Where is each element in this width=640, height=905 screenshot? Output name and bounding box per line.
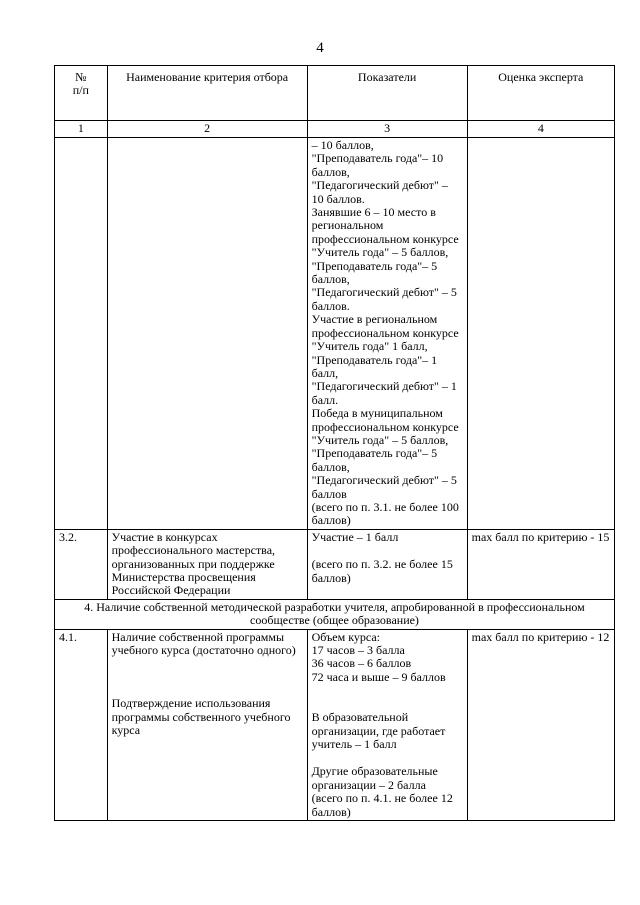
header-indicators: Показатели — [307, 66, 467, 121]
col-number-4: 4 — [467, 121, 614, 138]
criterion-name: Наличие собственной программы учебного курса (достаточно одного) — [111, 629, 296, 658]
criterion-name-confirmation: Подтверждение использования программы собственного учебного курса — [111, 696, 291, 738]
indicator-text: Участие – 1 балл — [311, 529, 399, 544]
criteria-table — [54, 65, 615, 821]
col-number-3: 3 — [307, 121, 467, 138]
header-expert-score: Оценка эксперта — [467, 66, 614, 121]
indicator-own-organization: В образовательной организации, где работает учитель – 1 балл — [311, 710, 446, 752]
criterion-name: Участие в конкурсах профессионального мастерства, организованных при поддержке Министерства просвещения Российской Федерации — [107, 529, 307, 599]
indicator-course-volume: Объем курса: 17 часов – 3 балла 36 часов – 6 баллов 72 часа и выше – 9 баллов — [311, 629, 446, 684]
section-title: 4. Наличие собственной методической разработки учителя, апробированной в профессиональном сообществе (общее образование) — [55, 599, 615, 629]
table-row-continued — [55, 138, 615, 530]
table-header-row — [55, 66, 615, 121]
column-number-row — [55, 121, 615, 138]
max-score: max балл по критерию - 12 — [467, 629, 614, 820]
table-row-3-2 — [55, 529, 615, 599]
cell-empty — [55, 138, 108, 530]
indicator-total: (всего по п. 3.2. не более 15 баллов) — [311, 557, 453, 585]
max-score: max балл по критерию - 15 — [467, 529, 614, 599]
cell-empty — [467, 138, 614, 530]
table-row-4-1 — [55, 629, 615, 820]
indicator-other-organizations: Другие образовательные организации – 2 балла (всего по п. 4.1. не более 12 баллов) — [311, 764, 453, 819]
header-num: № п/п — [55, 66, 108, 121]
col-number-2: 2 — [107, 121, 307, 138]
page-number: 4 — [316, 40, 324, 56]
row-num: 3.2. — [55, 529, 108, 599]
indicators-cell — [307, 629, 467, 820]
continued-indicators: – 10 баллов, "Преподаватель года"– 10 баллов, "Педагогический дебют" – 10 баллов. Занявшие 6 – 10 место в региональном профессиональном конкурсе "Учитель года" – 5 баллов, "Преподаватель года"– 5 баллов, "Педагогический дебют" – 5 баллов. Участие в региональном профессиональном конкурсе "Учитель года" 1 балл, "Преподаватель года"– 1 балл, "Педагогический дебют" – 1 балл. Победа в муниципальном профессиональном конкурсе "Учитель года" – 5 баллов, "Преподаватель года"– 5 баллов, "Педагогический дебют" – 5 баллов (всего по п. 3.1. не более 100 баллов) — [307, 138, 467, 530]
section-4-row — [55, 599, 615, 629]
row-num: 4.1. — [55, 629, 108, 820]
criterion-cell — [107, 629, 307, 820]
header-criterion: Наименование критерия отбора — [107, 66, 307, 121]
indicators-cell — [307, 529, 467, 599]
col-number-1: 1 — [55, 121, 108, 138]
cell-empty — [107, 138, 307, 530]
